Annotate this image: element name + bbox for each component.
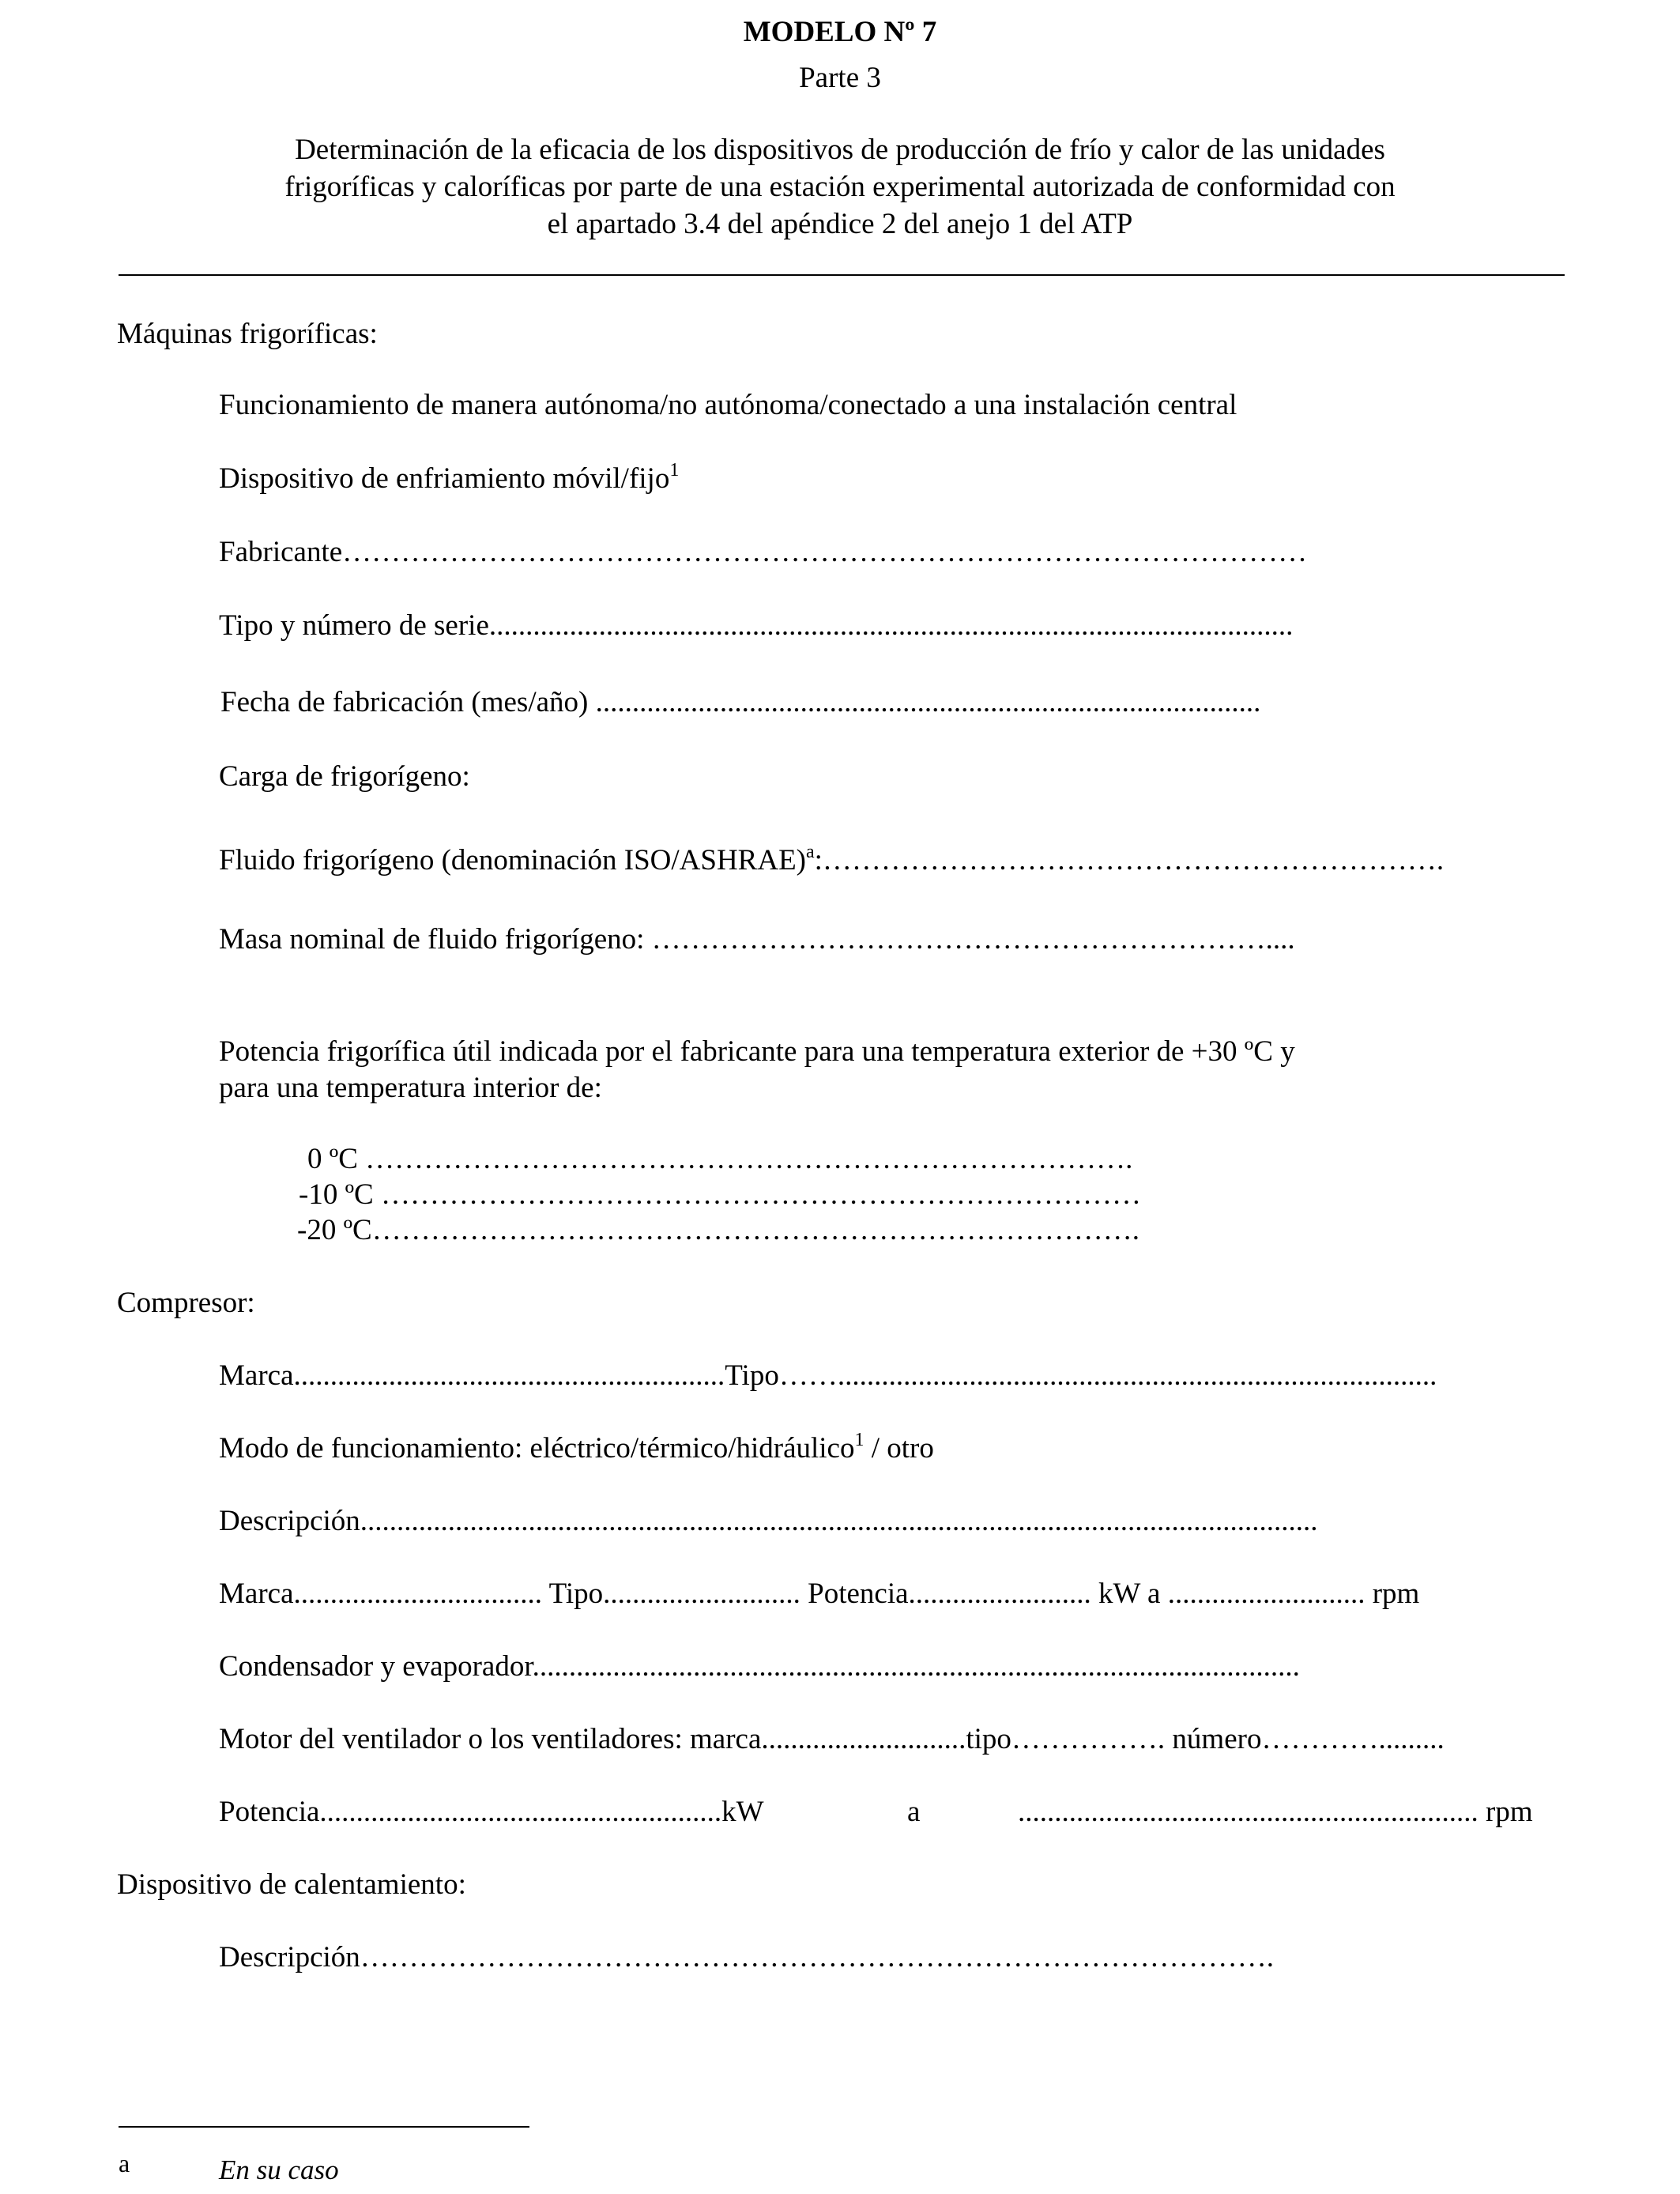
fan-power-at: a (907, 1796, 921, 1828)
subtitle-line-3: el apartado 3.4 del apéndice 2 del anejo 1 del ATP (547, 208, 1133, 240)
part-label: Parte 3 (799, 62, 881, 94)
fan-power-rpm: ............................................................... rpm (1018, 1796, 1533, 1828)
refrigerant-fluid-dots: :………………………………………………………. (814, 844, 1445, 876)
footnote-marker: a (119, 2149, 130, 2177)
compressor-heading: Compresor: (117, 1287, 255, 1319)
compressor-mode-tail: / otro (864, 1432, 934, 1465)
refrigerant-fluid-footnote-ref: a (806, 842, 815, 862)
model-title: MODELO Nº 7 (743, 16, 937, 48)
cooling-device (219, 461, 679, 497)
temp-0-field: 0 ºC ……………………………………………………………………. (307, 1143, 1133, 1175)
subtitle-line-2: frigoríficas y caloríficas por parte de una estación experimental autorizada de conformidad con (284, 171, 1396, 203)
compressor-description: Descripción................................................................................................................................... (219, 1505, 1318, 1537)
compressor-mode-label: Modo de funcionamiento: eléctrico/térmico/hidráulico (219, 1432, 855, 1465)
fan-motor-field: Motor del ventilador o los ventiladores: marca............................tipo……………. número…………......... (219, 1723, 1445, 1755)
header-rule (119, 274, 1565, 276)
type-serial-field: Tipo y número de serie.............................................................................................................. (219, 609, 1294, 642)
refrigerant-charge-heading: Carga de frigorígeno: (219, 760, 470, 793)
heating-heading: Dispositivo de calentamiento: (117, 1868, 466, 1901)
heating-description: Descripción…………………………………………………………………………………. (219, 1941, 1275, 1973)
compressor-brand-type: Marca...........................................................Tipo…….................................................................................. (219, 1359, 1437, 1392)
refrigeration-heading: Máquinas frigoríficas: (117, 318, 378, 350)
temp-minus10-field: -10 ºC …………………………………………………………………… (299, 1178, 1141, 1211)
cooling-device-label: Dispositivo de enfriamiento móvil/fijo (219, 462, 670, 495)
subtitle-line-1: Determinación de la eficacia de los dispositivos de producción de frío y calor de las unidades (295, 134, 1385, 166)
compressor-mode (219, 1431, 934, 1467)
power-text-line-1: Potencia frigorífica útil indicada por el fabricante para una temperatura exterior de +30 ºC y (219, 1035, 1295, 1068)
footnote-text: En su caso (219, 2154, 339, 2185)
condenser-evaporator: Condensador y evaporador......................................................................................................... (219, 1650, 1300, 1683)
power-text-line-2: para una temperatura interior de: (219, 1072, 602, 1104)
refrigerant-fluid-field (219, 843, 1444, 879)
refrigerant-fluid-label: Fluido frigorígeno (denominación ISO/ASHRAE) (219, 844, 806, 876)
cooling-device-footnote-ref: 1 (669, 460, 680, 481)
motor-brand-power: Marca.................................. Tipo........................... Potencia......................... kW a ........................... rpm (219, 1578, 1420, 1610)
operation-mode: Funcionamiento de manera autónoma/no autónoma/conectado a una instalación central (219, 389, 1237, 421)
fan-power-field: Potencia.......................................................kW (219, 1796, 764, 1828)
temp-minus20-field: -20 ºC……………………………………………………………………. (297, 1214, 1139, 1246)
nominal-mass-field: Masa nominal de fluido frigorígeno: ……………………………………………………….... (219, 923, 1295, 956)
footnote-rule (119, 2126, 529, 2128)
compressor-mode-footnote-ref: 1 (854, 1430, 864, 1450)
manufacture-date-field: Fecha de fabricación (mes/año) ........................................................................................... (220, 686, 1261, 718)
manufacturer-field: Fabricante……………………………………………………………………………………… (219, 536, 1308, 568)
